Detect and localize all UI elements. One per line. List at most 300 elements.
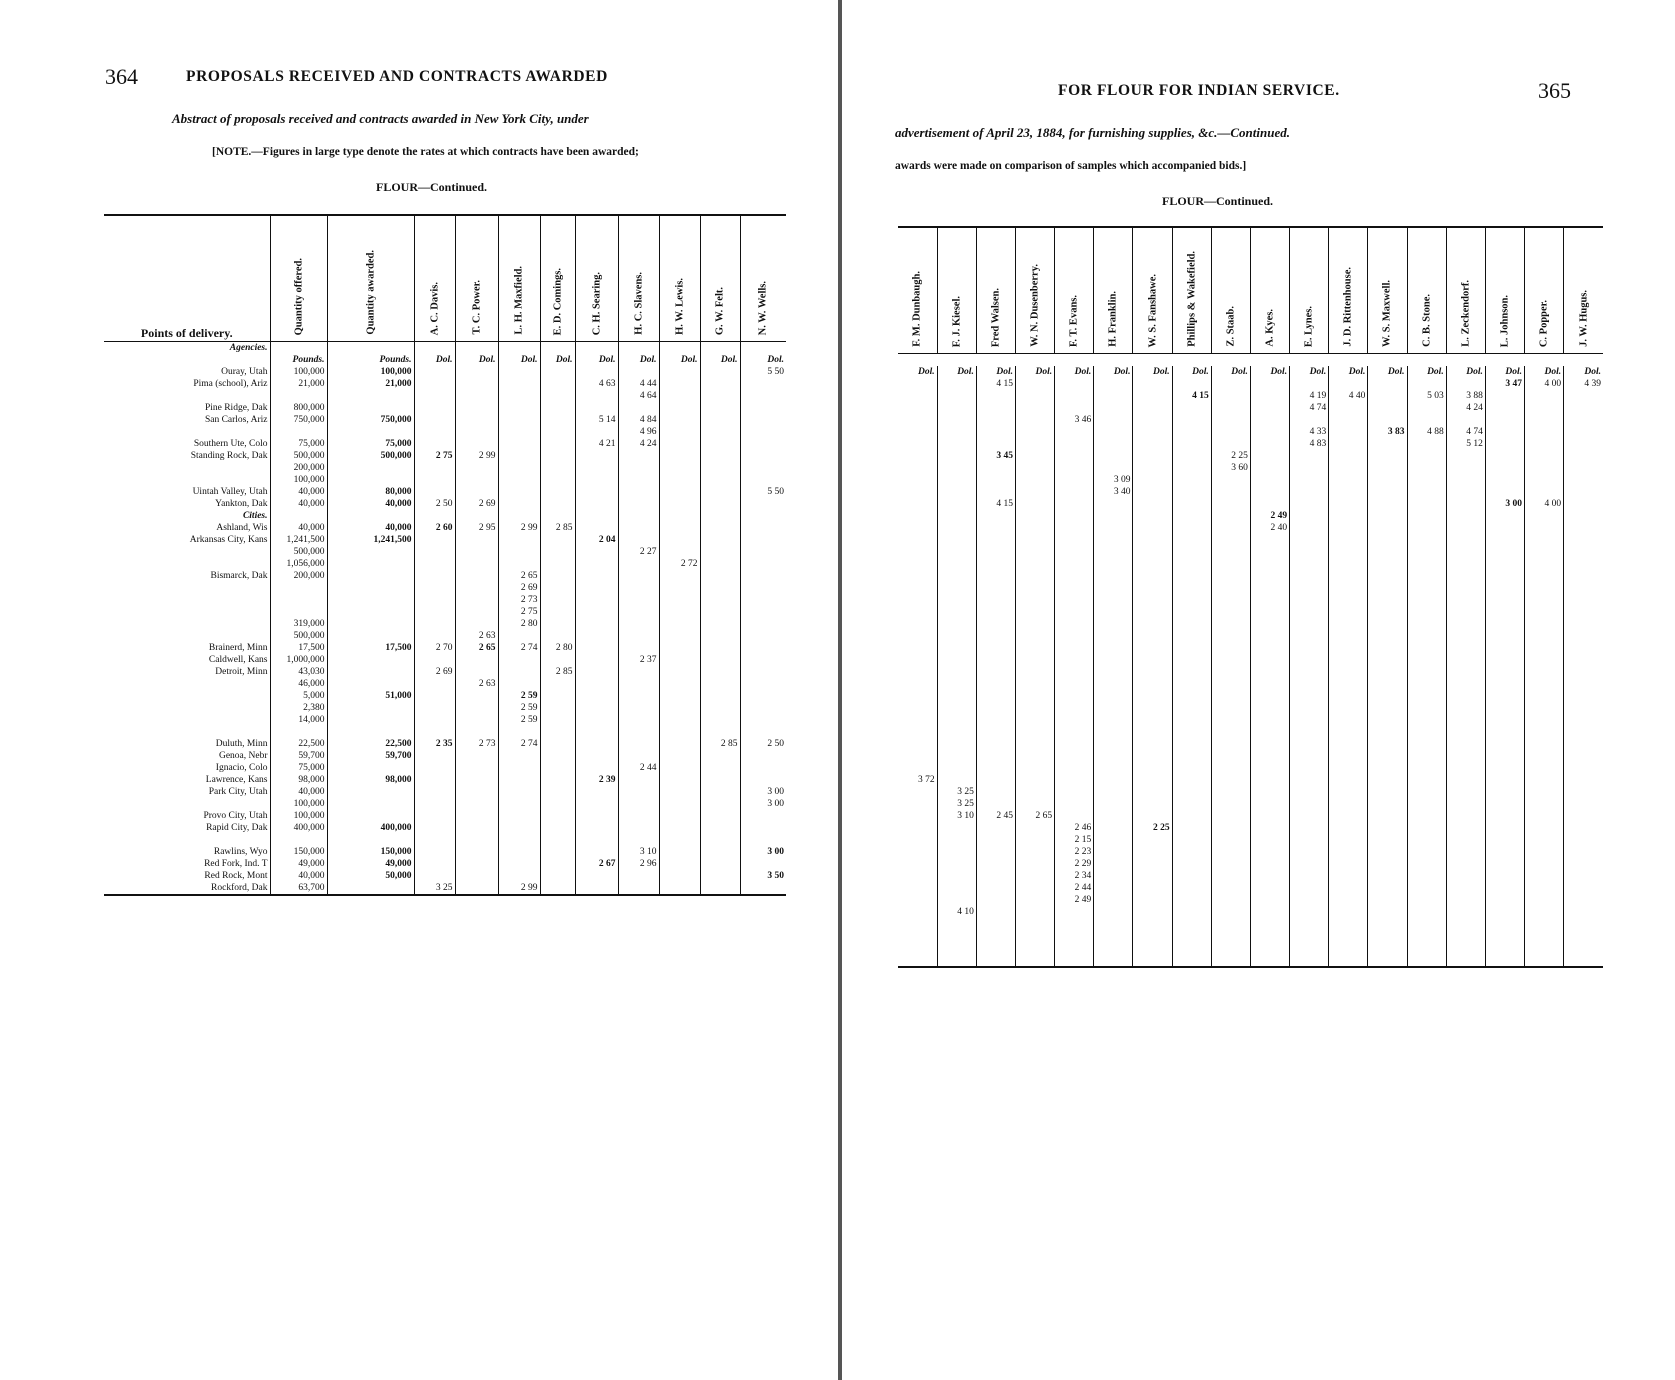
- bid-cell: [1211, 690, 1250, 702]
- bid-cell: [700, 426, 740, 438]
- bid-cell: [1015, 498, 1054, 510]
- bid-cell: [1055, 726, 1094, 738]
- bid-cell: [1329, 894, 1368, 906]
- bid-cell: [740, 594, 786, 606]
- bid-cell: [1055, 690, 1094, 702]
- table-row: [104, 822, 786, 834]
- bid-cell: [898, 846, 937, 858]
- table-row: [898, 762, 1603, 774]
- bid-cell: [1564, 570, 1603, 582]
- bid-cell: [659, 654, 700, 666]
- bid-cell: 5 50: [740, 486, 786, 498]
- bid-cell: 3 50: [740, 870, 786, 882]
- bid-cell: [937, 582, 976, 594]
- bid-cell: [618, 678, 659, 690]
- bid-cell: [1407, 594, 1446, 606]
- column-header: [700, 215, 740, 342]
- bid-cell: [575, 786, 618, 798]
- bid-cell: [1015, 774, 1054, 786]
- bid-cell: [898, 522, 937, 534]
- bid-cell: [1250, 570, 1289, 582]
- quantity-cell: 14,000: [270, 714, 327, 726]
- bid-cell: [700, 546, 740, 558]
- bid-cell: [1329, 630, 1368, 642]
- bid-cell: [937, 546, 976, 558]
- bid-cell: [898, 558, 937, 570]
- bid-cell: [498, 438, 540, 450]
- empty-cell: [455, 510, 498, 522]
- bid-cell: [937, 654, 976, 666]
- bid-cell: [1133, 402, 1172, 414]
- empty-cell: [659, 726, 700, 738]
- bid-cell: [937, 510, 976, 522]
- note-line: awards were made on comparison of samples which accompanied bids.]: [895, 160, 1247, 172]
- bid-cell: [1250, 426, 1289, 438]
- bid-cell: [1015, 894, 1054, 906]
- quantity-cell: [327, 630, 414, 642]
- bid-cell: [1446, 594, 1485, 606]
- bid-cell: [540, 570, 575, 582]
- bid-cell: [740, 450, 786, 462]
- bid-cell: [498, 534, 540, 546]
- bid-cell: [1485, 486, 1524, 498]
- bid-cell: [1250, 462, 1289, 474]
- bid-cell: [976, 942, 1015, 954]
- bid-cell: [1564, 486, 1603, 498]
- bid-cell: [937, 630, 976, 642]
- bid-cell: [976, 930, 1015, 942]
- quantity-cell: 100,000: [270, 798, 327, 810]
- bid-cell: [740, 810, 786, 822]
- unit-cell: Dol.: [498, 354, 540, 366]
- bid-cell: [618, 714, 659, 726]
- bid-cell: [1485, 450, 1524, 462]
- place-cell: Detroit, Minn: [215, 667, 268, 677]
- bid-cell: [937, 858, 976, 870]
- quantity-cell: 75,000: [327, 438, 414, 450]
- bid-cell: [937, 930, 976, 942]
- bid-cell: [1564, 582, 1603, 594]
- bid-cell: [1329, 570, 1368, 582]
- bid-cell: [1015, 750, 1054, 762]
- bid-cell: [1094, 870, 1133, 882]
- bid-cell: 4 00: [1525, 378, 1564, 390]
- bid-cell: [1015, 834, 1054, 846]
- bid-cell: 3 10: [618, 846, 659, 858]
- table-row: [104, 402, 786, 414]
- column-header-label: C. B. Stone.: [1421, 294, 1433, 347]
- bid-cell: [1094, 522, 1133, 534]
- bid-cell: [1055, 438, 1094, 450]
- bid-cell: [1329, 546, 1368, 558]
- bid-cell: [937, 834, 976, 846]
- column-header: [659, 215, 700, 342]
- bid-cell: [659, 534, 700, 546]
- bid-cell: [1015, 462, 1054, 474]
- bid-cell: [455, 414, 498, 426]
- bid-cell: [1446, 510, 1485, 522]
- bid-cell: [1368, 690, 1407, 702]
- bid-cell: [898, 426, 937, 438]
- bid-cell: [1133, 522, 1172, 534]
- bid-cell: [1564, 762, 1603, 774]
- bid-cell: [1446, 894, 1485, 906]
- bid-cell: [1290, 690, 1329, 702]
- bid-cell: [1407, 786, 1446, 798]
- bid-cell: [1133, 870, 1172, 882]
- bid-cell: [700, 438, 740, 450]
- bid-cell: 2 73: [455, 738, 498, 750]
- bid-cell: [740, 678, 786, 690]
- bid-cell: [1172, 474, 1211, 486]
- empty-cell: [740, 726, 786, 738]
- bid-cell: [1015, 402, 1054, 414]
- empty-cell: [740, 834, 786, 846]
- empty-cell: [618, 834, 659, 846]
- bid-cell: [898, 738, 937, 750]
- bid-cell: 2 23: [1055, 846, 1094, 858]
- place-cell: Lawrence, Kans: [205, 775, 268, 785]
- bid-cell: [898, 474, 937, 486]
- table-row: [898, 798, 1603, 810]
- table-row: [104, 774, 786, 786]
- bid-cell: [1564, 894, 1603, 906]
- table-row: [898, 846, 1603, 858]
- bid-cell: [540, 870, 575, 882]
- bid-cell: [1211, 954, 1250, 967]
- quantity-cell: 46,000: [270, 678, 327, 690]
- table-row: [104, 390, 786, 402]
- bid-cell: [1525, 558, 1564, 570]
- bid-cell: [1094, 666, 1133, 678]
- bid-cell: 4 19: [1290, 390, 1329, 402]
- bid-cell: [976, 594, 1015, 606]
- bid-cell: [659, 666, 700, 678]
- bid-cell: [1446, 690, 1485, 702]
- column-header: [937, 227, 976, 354]
- bid-cell: [1133, 762, 1172, 774]
- bid-cell: 2 74: [498, 642, 540, 654]
- bid-cell: [1485, 582, 1524, 594]
- bid-cell: [575, 402, 618, 414]
- bid-cell: [898, 390, 937, 402]
- unit-cell: Dol.: [618, 354, 659, 366]
- table-row: [104, 714, 786, 726]
- bid-cell: [1368, 558, 1407, 570]
- table-row: [898, 486, 1603, 498]
- bid-cell: [540, 534, 575, 546]
- column-header: [1250, 227, 1289, 354]
- bid-cell: [1525, 678, 1564, 690]
- column-header-label: E. Lynes.: [1303, 305, 1315, 347]
- bid-cell: [1564, 402, 1603, 414]
- bid-cell: [898, 570, 937, 582]
- bid-cell: [937, 390, 976, 402]
- bid-cell: [1564, 882, 1603, 894]
- bid-cell: 2 35: [414, 738, 455, 750]
- bid-cell: [937, 666, 976, 678]
- bid-cell: [1172, 930, 1211, 942]
- bid-cell: 2 85: [700, 738, 740, 750]
- bid-cell: [1368, 462, 1407, 474]
- place-cell: [104, 462, 270, 474]
- bid-cell: [1329, 798, 1368, 810]
- bid-cell: [1211, 702, 1250, 714]
- bid-cell: [898, 894, 937, 906]
- place-cell: Ashland, Wis: [216, 523, 268, 533]
- bid-cell: [740, 414, 786, 426]
- quantity-cell: 200,000: [270, 570, 327, 582]
- bid-cell: [1329, 438, 1368, 450]
- column-header-label: A. C. Davis.: [429, 281, 440, 335]
- bid-cell: [1094, 882, 1133, 894]
- bid-cell: [455, 594, 498, 606]
- bid-cell: [1055, 534, 1094, 546]
- bid-cell: [1172, 882, 1211, 894]
- bid-cell: [1133, 426, 1172, 438]
- unit-cell: Dol.: [1094, 366, 1133, 378]
- table-row: [898, 738, 1603, 750]
- bid-cell: [414, 630, 455, 642]
- bid-cell: [1290, 714, 1329, 726]
- bid-cell: [1290, 570, 1329, 582]
- bid-cell: [659, 678, 700, 690]
- bid-cell: [1564, 726, 1603, 738]
- empty-cell: [498, 726, 540, 738]
- bid-cell: [540, 738, 575, 750]
- column-header: [1525, 227, 1564, 354]
- bid-cell: [1329, 462, 1368, 474]
- quantity-cell: [327, 474, 414, 486]
- place-cell: Ignacio, Colo: [215, 763, 268, 773]
- bid-cell: [1485, 738, 1524, 750]
- bid-cell: 2 96: [618, 858, 659, 870]
- bid-cell: [575, 846, 618, 858]
- bid-cell: [937, 702, 976, 714]
- bid-cell: [659, 882, 700, 895]
- bid-cell: [1133, 882, 1172, 894]
- bid-cell: [1015, 666, 1054, 678]
- bid-cell: [1094, 582, 1133, 594]
- empty-cell: [327, 510, 414, 522]
- bid-cell: [659, 630, 700, 642]
- bid-cell: [1172, 906, 1211, 918]
- bid-cell: [1407, 810, 1446, 822]
- empty-cell: [659, 834, 700, 846]
- bid-cell: 3 00: [740, 786, 786, 798]
- bid-cell: 3 88: [1446, 390, 1485, 402]
- bid-cell: [1250, 846, 1289, 858]
- table-row: [898, 618, 1603, 630]
- table-row: [104, 654, 786, 666]
- bid-cell: 2 85: [540, 666, 575, 678]
- bid-cell: [976, 726, 1015, 738]
- bid-cell: [659, 738, 700, 750]
- bid-cell: [414, 870, 455, 882]
- bid-cell: [937, 942, 976, 954]
- quantity-cell: 50,000: [327, 870, 414, 882]
- empty-cell: [498, 342, 540, 355]
- bid-cell: [1564, 906, 1603, 918]
- bid-cell: [1015, 558, 1054, 570]
- place-cell: [104, 618, 270, 630]
- column-header-label: L. H. Maxfield.: [513, 266, 525, 335]
- bid-cell: [575, 738, 618, 750]
- table-row: [104, 810, 786, 822]
- bid-cell: [1368, 798, 1407, 810]
- bid-cell: [1407, 942, 1446, 954]
- bid-cell: [1446, 618, 1485, 630]
- bid-cell: 2 25: [1133, 822, 1172, 834]
- bid-cell: [659, 798, 700, 810]
- bid-cell: [1211, 618, 1250, 630]
- bid-cell: [1094, 786, 1133, 798]
- bid-cell: 2 46: [1055, 822, 1094, 834]
- table-row: [898, 666, 1603, 678]
- column-header-label: J. D. Rittenhouse.: [1342, 267, 1354, 347]
- bid-cell: [1407, 486, 1446, 498]
- table-row: [898, 894, 1603, 906]
- empty-cell: [575, 510, 618, 522]
- bid-cell: [1094, 414, 1133, 426]
- bid-cell: [1250, 798, 1289, 810]
- bid-cell: [414, 762, 455, 774]
- bid-cell: [1133, 906, 1172, 918]
- bid-cell: [1094, 594, 1133, 606]
- bid-cell: [700, 582, 740, 594]
- bid-cell: [1015, 726, 1054, 738]
- bid-cell: 2 15: [1055, 834, 1094, 846]
- bid-cell: [1564, 774, 1603, 786]
- bid-cell: [540, 702, 575, 714]
- bid-cell: [498, 390, 540, 402]
- column-header-label: Quantity awarded.: [365, 250, 376, 335]
- bid-cell: [937, 450, 976, 462]
- bid-cell: [498, 822, 540, 834]
- bid-cell: 2 65: [498, 570, 540, 582]
- bid-cell: [740, 546, 786, 558]
- unit-cell: Pounds.: [270, 354, 327, 366]
- bid-cell: [1250, 954, 1289, 967]
- bid-cell: [1407, 522, 1446, 534]
- table-row: [104, 462, 786, 474]
- bid-cell: [1290, 906, 1329, 918]
- bid-cell: [1329, 654, 1368, 666]
- bid-cell: 4 74: [1446, 426, 1485, 438]
- bid-cell: [740, 378, 786, 390]
- bid-cell: [1211, 510, 1250, 522]
- bid-cell: [1485, 786, 1524, 798]
- bid-cell: [575, 762, 618, 774]
- empty-cell: [618, 342, 659, 355]
- bid-cell: [740, 570, 786, 582]
- bid-cell: [1407, 918, 1446, 930]
- bid-cell: 5 14: [575, 414, 618, 426]
- bid-cell: [1133, 642, 1172, 654]
- bid-cell: [1407, 870, 1446, 882]
- quantity-cell: 43,030: [270, 666, 327, 678]
- bid-cell: [1015, 390, 1054, 402]
- column-header: [1094, 227, 1133, 354]
- bid-cell: [1329, 534, 1368, 546]
- column-header-label: C. H. Searing.: [591, 271, 602, 335]
- bid-cell: [1368, 654, 1407, 666]
- bid-cell: [1172, 666, 1211, 678]
- empty-cell: [540, 834, 575, 846]
- bid-cell: [1055, 522, 1094, 534]
- quantity-cell: [270, 426, 327, 438]
- bid-cell: [1211, 726, 1250, 738]
- bid-cell: [659, 414, 700, 426]
- place-cell: Red Rock, Mont: [204, 871, 268, 881]
- bid-cell: [1015, 594, 1054, 606]
- bid-cell: 4 40: [1329, 390, 1368, 402]
- bid-cell: [1015, 378, 1054, 390]
- bid-cell: [1290, 414, 1329, 426]
- bid-cell: [1525, 618, 1564, 630]
- bid-cell: [1211, 390, 1250, 402]
- bid-cell: [1172, 438, 1211, 450]
- bid-cell: [618, 498, 659, 510]
- bid-cell: [1446, 798, 1485, 810]
- bid-cell: 4 24: [1446, 402, 1485, 414]
- bid-cell: [740, 498, 786, 510]
- bid-cell: [937, 402, 976, 414]
- place-cell: Provo City, Utah: [203, 811, 268, 821]
- bid-cell: [700, 702, 740, 714]
- bid-cell: [1172, 774, 1211, 786]
- unit-cell: Dol.: [1564, 366, 1603, 378]
- bid-cell: [1055, 486, 1094, 498]
- bid-cell: [659, 378, 700, 390]
- bid-cell: [1446, 786, 1485, 798]
- bid-cell: [937, 870, 976, 882]
- bid-cell: [1250, 882, 1289, 894]
- bid-cell: [1564, 546, 1603, 558]
- bid-cell: [1055, 546, 1094, 558]
- quantity-cell: [327, 714, 414, 726]
- bid-cell: [1015, 870, 1054, 882]
- spacer-row: [898, 354, 1603, 367]
- bid-cell: [618, 774, 659, 786]
- bid-cell: [659, 618, 700, 630]
- unit-cell: Dol.: [976, 366, 1015, 378]
- bid-cell: [540, 630, 575, 642]
- bid-cell: [455, 882, 498, 895]
- empty-cell: [740, 510, 786, 522]
- bid-cell: [898, 714, 937, 726]
- bid-cell: [1329, 426, 1368, 438]
- unit-cell: Pounds.: [327, 354, 414, 366]
- bid-cell: [1133, 630, 1172, 642]
- bid-cell: [1368, 726, 1407, 738]
- table-row: [104, 558, 786, 570]
- bid-cell: [1368, 918, 1407, 930]
- group-row: [104, 342, 786, 355]
- bid-cell: [898, 630, 937, 642]
- bid-cell: 2 99: [455, 450, 498, 462]
- bid-cell: [1407, 606, 1446, 618]
- place-cell: [104, 690, 270, 702]
- quantity-cell: 80,000: [327, 486, 414, 498]
- bid-cell: [1485, 642, 1524, 654]
- column-header: [327, 215, 414, 342]
- bid-cell: [498, 402, 540, 414]
- bid-cell: [740, 438, 786, 450]
- bid-cell: [976, 882, 1015, 894]
- bid-cell: [937, 894, 976, 906]
- bid-cell: 2 45: [976, 810, 1015, 822]
